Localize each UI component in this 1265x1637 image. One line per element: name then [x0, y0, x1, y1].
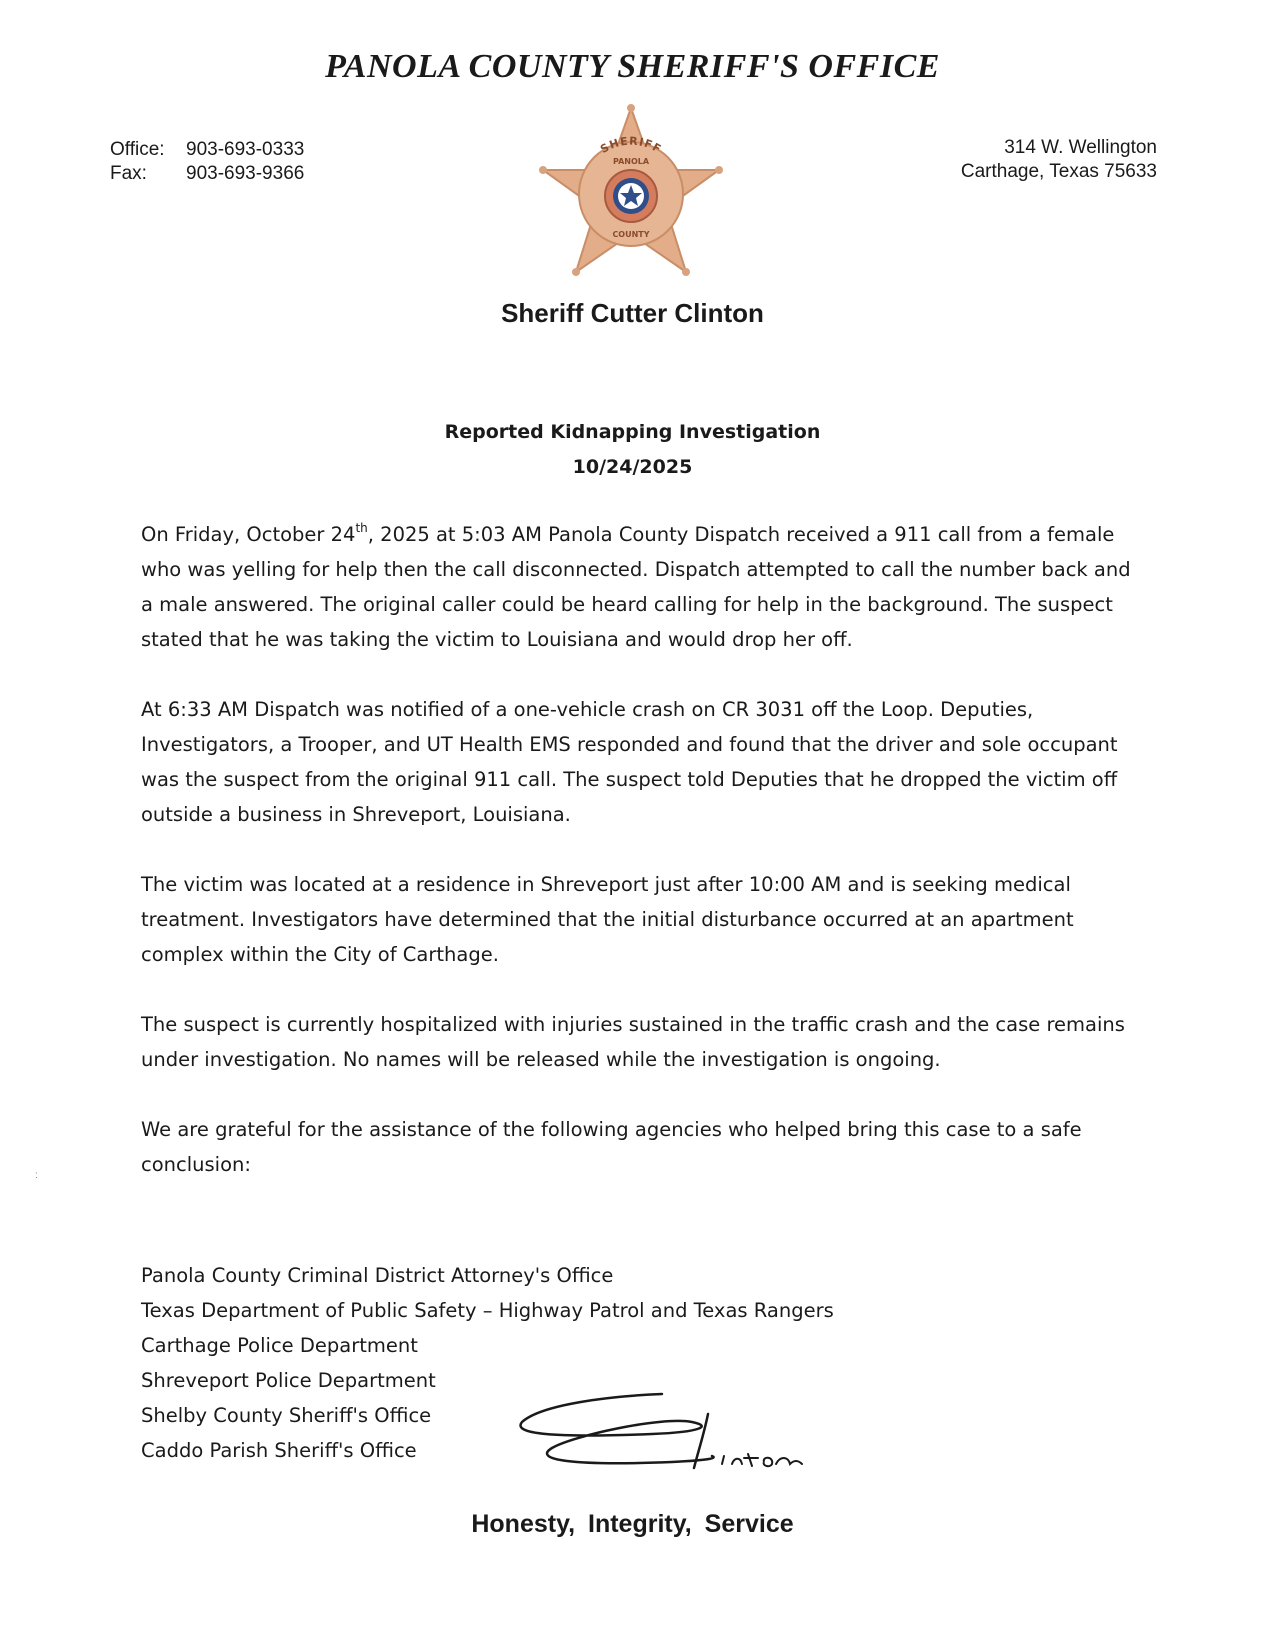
paragraph-1-start: On Friday, October 24: [141, 523, 356, 546]
fax-label: Fax:: [110, 163, 147, 184]
office-address: [961, 136, 1157, 184]
agency-item: Caddo Parish Sheriff's Office: [141, 1439, 417, 1462]
agency-item: Texas Department of Public Safety – Highway Patrol and Texas Rangers: [141, 1299, 834, 1322]
office-phone: 903-693-0333: [186, 139, 305, 160]
badge-bottom-text: COUNTY: [612, 230, 650, 239]
paragraph-1-rest: , 2025 at 5:03 AM Panola County Dispatch received a 911 call from a female who was yelling for help then the call disconnected. Dispatch attempted to call the number back and a male answered. The original caller could be heard calling for help in the background. The suspect stated that he was taking the victim to Louisiana and would drop her off.: [141, 523, 1131, 651]
paragraph-4: The suspect is currently hospitalized with injuries sustained in the traffic crash and the case remains under investigation. No names will be released while the investigation is ongoing.: [141, 1013, 1125, 1071]
office-label: Office:: [110, 139, 165, 160]
paragraph-3: The victim was located at a residence in Shreveport just after 10:00 AM and is seeking medical treatment. Investigators have determined that the initial disturbance occurred at an apartment complex within the City of Carthage.: [141, 873, 1074, 966]
badge-middle-text: PANOLA: [612, 157, 650, 166]
fax-row: [110, 162, 304, 186]
address-line-1: 314 W. Wellington: [1004, 137, 1157, 158]
agency-name: PANOLA COUNTY SHERIFF'S OFFICE: [325, 48, 940, 85]
motto: Honesty, Integrity, Service: [471, 1510, 794, 1538]
release-date: 10/24/2025: [572, 456, 693, 478]
agency-item: Shreveport Police Department: [141, 1369, 436, 1392]
release-body: [141, 517, 1141, 1217]
paragraph-5: We are grateful for the assistance of the following agencies who helped bring this case to a safe conclusion:: [141, 1118, 1082, 1176]
paragraph-1: [141, 517, 1141, 657]
scan-artifact: :: [35, 1170, 38, 1181]
agency-item: Panola County Criminal District Attorney's Office: [141, 1264, 614, 1287]
sheriff-name: Sheriff Cutter Clinton: [501, 298, 764, 328]
agency-item: Shelby County Sheriff's Office: [141, 1404, 432, 1427]
contact-info: [110, 138, 304, 186]
sheriff-badge-icon: [536, 104, 726, 284]
badge-top-text: SHERIFF: [598, 134, 664, 157]
signature: [512, 1386, 822, 1486]
address-line-2: Carthage, Texas 75633: [960, 161, 1157, 182]
date-ordinal: th: [355, 520, 368, 535]
release-title: Reported Kidnapping Investigation: [444, 421, 821, 443]
fax-phone: 903-693-9366: [186, 163, 305, 184]
paragraph-2: At 6:33 AM Dispatch was notified of a one-vehicle crash on CR 3031 off the Loop. Deputies, Investigators, a Trooper, and UT Health EMS responded and found that the driver and sole occupant was the suspect from the original 911 call. The suspect told Deputies that he dropped the victim off outside a business in Shreveport, Louisiana.: [141, 698, 1118, 826]
office-phone-row: [110, 138, 304, 162]
release-heading: [0, 415, 1265, 485]
agency-item: Carthage Police Department: [141, 1334, 418, 1357]
